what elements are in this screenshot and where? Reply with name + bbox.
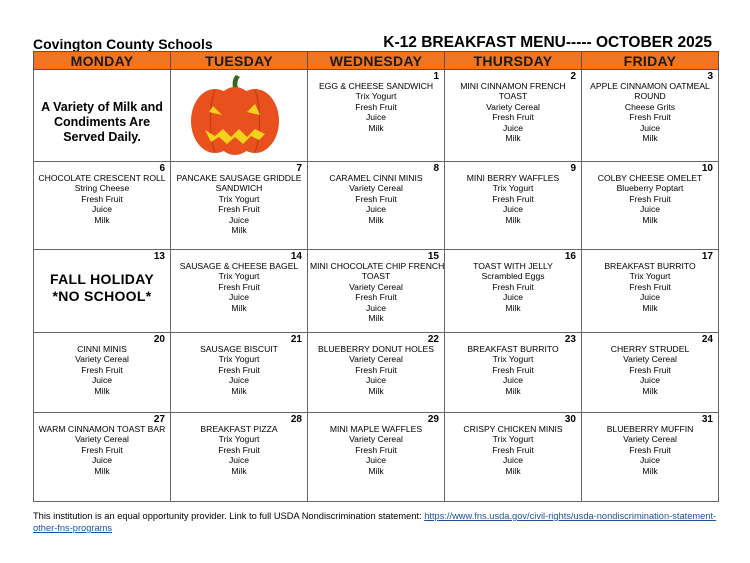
menu-item: Juice — [639, 122, 661, 133]
menu-item: Trix Yogurt — [492, 183, 534, 194]
menu-item: Juice — [365, 112, 387, 123]
menu-item: Fresh Fruit — [81, 364, 123, 375]
holiday-line: *NO SCHOOL* — [52, 288, 152, 304]
menu-entree: APPLE CINNAMON OATMEAL — [590, 81, 710, 91]
calendar-day-cell — [445, 333, 582, 413]
menu-entree: MINI BERRY WAFFLES — [466, 173, 560, 183]
menu-item-list — [308, 81, 444, 133]
menu-item: Milk — [368, 465, 384, 476]
calendar-day-cell — [445, 250, 582, 333]
day-number: 17 — [701, 251, 713, 262]
menu-item: Fresh Fruit — [492, 193, 534, 204]
menu-item-list — [308, 173, 444, 225]
day-number: 22 — [427, 334, 439, 345]
calendar-week-row — [34, 413, 719, 502]
menu-item: Fresh Fruit — [218, 204, 260, 215]
day-number: 20 — [153, 334, 165, 345]
menu-item: Milk — [231, 302, 247, 313]
menu-item: Juice — [91, 375, 113, 386]
menu-item-list — [582, 261, 718, 313]
menu-item: Milk — [505, 385, 521, 396]
menu-item: Fresh Fruit — [355, 101, 397, 112]
day-number: 31 — [701, 414, 713, 425]
menu-item: Juice — [502, 375, 524, 386]
menu-entree: MINI CINNAMON FRENCH — [460, 81, 566, 91]
calendar-day-cell — [445, 162, 582, 250]
menu-item: Trix Yogurt — [629, 271, 671, 282]
holiday-notice — [34, 250, 170, 305]
menu-item: Milk — [368, 313, 384, 324]
menu-entree: CARAMEL CINNI MINIS — [329, 173, 423, 183]
menu-item: Fresh Fruit — [629, 281, 671, 292]
menu-header — [33, 34, 718, 52]
menu-item-list — [308, 424, 444, 476]
menu-entree: COLBY CHEESE OMELET — [597, 173, 703, 183]
menu-item-list — [34, 173, 170, 225]
weekday-header-friday: FRIDAY — [582, 52, 719, 70]
menu-item: Variety Cereal — [623, 354, 677, 365]
menu-item-list — [582, 173, 718, 225]
day-number: 24 — [701, 334, 713, 345]
holiday-line: FALL HOLIDAY — [50, 271, 154, 287]
menu-item: Trix Yogurt — [492, 434, 534, 445]
menu-entree: TOAST WITH JELLY — [473, 261, 553, 271]
menu-item: Fresh Fruit — [629, 193, 671, 204]
menu-item: Milk — [94, 465, 110, 476]
menu-item: Trix Yogurt — [492, 354, 534, 365]
menu-item: TOAST — [361, 271, 391, 282]
day-number: 7 — [296, 163, 302, 174]
menu-item: Milk — [642, 385, 658, 396]
menu-entree: SAUSAGE & CHEESE BAGEL — [179, 261, 299, 271]
menu-item: Fresh Fruit — [492, 364, 534, 375]
daily-note-line: A Variety of Milk and — [41, 100, 163, 114]
day-number: 13 — [153, 251, 165, 262]
school-name: Covington County Schools — [33, 36, 213, 52]
calendar-day-cell — [171, 250, 308, 333]
menu-entree: CHERRY STRUDEL — [610, 344, 690, 354]
day-number: 3 — [707, 71, 713, 82]
menu-item: Juice — [365, 375, 387, 386]
calendar-day-cell — [308, 250, 445, 333]
menu-item: Variety Cereal — [486, 101, 540, 112]
calendar-day-cell — [308, 70, 445, 162]
calendar-week-row — [34, 162, 719, 250]
menu-item: Juice — [91, 455, 113, 466]
calendar-day-cell — [308, 162, 445, 250]
calendar-week-row — [34, 250, 719, 333]
menu-item: Fresh Fruit — [629, 112, 671, 123]
menu-item: Variety Cereal — [349, 281, 403, 292]
menu-item: Fresh Fruit — [81, 444, 123, 455]
menu-item-list — [171, 173, 307, 235]
weekday-header-monday: MONDAY — [34, 52, 171, 70]
menu-item: Milk — [368, 122, 384, 133]
calendar-body — [34, 70, 719, 502]
menu-item: Variety Cereal — [349, 183, 403, 194]
menu-entree: EGG & CHEESE SANDWICH — [318, 81, 434, 91]
footer-statement: This institution is an equal opportunity provider. Link to full USDA Nondiscrimination statement: — [33, 511, 425, 521]
menu-item: Blueberry Poptart — [616, 183, 684, 194]
day-number: 15 — [427, 251, 439, 262]
menu-item: Milk — [642, 133, 658, 144]
calendar-day-cell — [308, 413, 445, 502]
breakfast-calendar — [33, 51, 719, 502]
menu-item: Milk — [231, 225, 247, 236]
menu-entree: MINI MAPLE WAFFLES — [329, 424, 423, 434]
weekday-header-tuesday: TUESDAY — [171, 52, 308, 70]
menu-item: Juice — [365, 455, 387, 466]
menu-item: Variety Cereal — [349, 434, 403, 445]
menu-item: Milk — [368, 214, 384, 225]
footer — [33, 510, 723, 534]
menu-item: Fresh Fruit — [492, 112, 534, 123]
menu-item: Milk — [368, 385, 384, 396]
menu-item: Juice — [91, 204, 113, 215]
menu-item: Scrambled Eggs — [481, 271, 545, 282]
pumpkin-image — [185, 74, 285, 163]
day-number: 8 — [433, 163, 439, 174]
menu-item-list — [445, 173, 581, 225]
menu-item-list — [308, 261, 444, 323]
menu-item: Juice — [228, 214, 250, 225]
calendar-day-cell — [445, 413, 582, 502]
daily-note-line: Condiments Are — [53, 115, 151, 129]
menu-item: Milk — [642, 302, 658, 313]
day-number: 28 — [290, 414, 302, 425]
menu-item: Fresh Fruit — [355, 193, 397, 204]
menu-item: Milk — [505, 465, 521, 476]
weekday-header-row — [34, 52, 719, 70]
menu-item-list — [582, 424, 718, 476]
menu-entree: BREAKFAST BURRITO — [604, 261, 696, 271]
menu-item: Fresh Fruit — [355, 292, 397, 303]
menu-item-list — [445, 261, 581, 313]
weekday-header-wednesday: WEDNESDAY — [308, 52, 445, 70]
menu-item: Fresh Fruit — [355, 364, 397, 375]
menu-item: Juice — [639, 292, 661, 303]
menu-item: Fresh Fruit — [629, 364, 671, 375]
day-number: 9 — [570, 163, 576, 174]
menu-item: Cheese Grits — [624, 101, 676, 112]
menu-entree: BREAKFAST BURRITO — [467, 344, 559, 354]
calendar-day-cell — [34, 162, 171, 250]
menu-item: Trix Yogurt — [218, 434, 260, 445]
menu-item: Juice — [639, 455, 661, 466]
menu-item: String Cheese — [74, 183, 130, 194]
weekday-header-thursday: THURSDAY — [445, 52, 582, 70]
day-number: 6 — [159, 163, 165, 174]
menu-item: Milk — [231, 465, 247, 476]
menu-item: Variety Cereal — [623, 434, 677, 445]
menu-item-list — [445, 81, 581, 143]
menu-item: TOAST — [498, 91, 528, 102]
calendar-day-cell — [171, 70, 308, 162]
calendar-week-row — [34, 70, 719, 162]
menu-entree: CINNI MINIS — [77, 344, 127, 354]
day-number: 10 — [701, 163, 713, 174]
menu-item: Trix Yogurt — [355, 91, 397, 102]
menu-item: Milk — [642, 214, 658, 225]
menu-item: Milk — [231, 385, 247, 396]
menu-item: Juice — [639, 375, 661, 386]
menu-item-list — [34, 424, 170, 476]
menu-item-list — [171, 344, 307, 396]
calendar-day-cell — [582, 333, 719, 413]
menu-item: Juice — [228, 455, 250, 466]
menu-entree: WARM CINNAMON TOAST BAR — [38, 424, 166, 434]
nondiscrimination-link[interactable]: https://www.fns.usda.gov/civil-rights/usda-nondiscrimination-statement-other-fns-programs — [33, 511, 717, 533]
menu-item: Variety Cereal — [75, 434, 129, 445]
menu-item-list — [445, 344, 581, 396]
calendar-day-cell — [308, 333, 445, 413]
menu-entree: PANCAKE SAUSAGE GRIDDLE — [176, 173, 302, 183]
menu-item: Milk — [505, 214, 521, 225]
calendar-day-cell — [34, 333, 171, 413]
menu-item: Juice — [502, 292, 524, 303]
menu-item-list — [445, 424, 581, 476]
day-number: 1 — [433, 71, 439, 82]
menu-entree: SAUSAGE BISCUIT — [200, 344, 278, 354]
menu-item-list — [308, 344, 444, 396]
menu-item-list — [34, 344, 170, 396]
menu-entree: CRISPY CHICKEN MINIS — [463, 424, 563, 434]
menu-item: Trix Yogurt — [218, 271, 260, 282]
calendar-day-cell — [171, 162, 308, 250]
menu-item: Juice — [228, 292, 250, 303]
menu-item: Milk — [642, 465, 658, 476]
menu-item: Fresh Fruit — [355, 444, 397, 455]
menu-item: Fresh Fruit — [492, 281, 534, 292]
menu-item-list — [582, 344, 718, 396]
menu-entree: BLUEBERRY DONUT HOLES — [317, 344, 435, 354]
menu-item-list — [582, 81, 718, 143]
calendar-week-row — [34, 333, 719, 413]
calendar-day-cell — [171, 413, 308, 502]
calendar-day-cell — [34, 413, 171, 502]
menu-item-list — [171, 261, 307, 313]
calendar-day-cell — [582, 70, 719, 162]
menu-item: Milk — [94, 214, 110, 225]
menu-item: Milk — [505, 302, 521, 313]
menu-entree: BREAKFAST PIZZA — [200, 424, 278, 434]
menu-item: Trix Yogurt — [218, 354, 260, 365]
menu-item: Juice — [502, 122, 524, 133]
daily-note-line: Served Daily. — [63, 130, 141, 144]
menu-item: Juice — [365, 204, 387, 215]
day-number: 23 — [564, 334, 576, 345]
menu-item: Fresh Fruit — [629, 444, 671, 455]
day-number: 27 — [153, 414, 165, 425]
menu-item: Variety Cereal — [75, 354, 129, 365]
calendar-day-cell — [582, 413, 719, 502]
menu-item: Juice — [228, 375, 250, 386]
menu-item: Variety Cereal — [349, 354, 403, 365]
menu-item: ROUND — [634, 91, 666, 102]
calendar-day-cell — [171, 333, 308, 413]
day-number: 30 — [564, 414, 576, 425]
menu-item: Fresh Fruit — [81, 193, 123, 204]
calendar-day-cell — [34, 250, 171, 333]
daily-note — [34, 70, 170, 145]
menu-item: Fresh Fruit — [218, 444, 260, 455]
menu-entree: CHOCOLATE CRESCENT ROLL — [38, 173, 166, 183]
menu-item: Juice — [639, 204, 661, 215]
day-number: 21 — [290, 334, 302, 345]
menu-item: Juice — [502, 455, 524, 466]
day-number: 14 — [290, 251, 302, 262]
day-number: 29 — [427, 414, 439, 425]
menu-item: Milk — [94, 385, 110, 396]
menu-item: SANDWICH — [215, 183, 263, 194]
menu-title: K-12 BREAKFAST MENU----- OCTOBER 2025 — [383, 34, 712, 51]
menu-item: Fresh Fruit — [218, 364, 260, 375]
calendar-day-cell — [582, 250, 719, 333]
menu-item-list — [171, 424, 307, 476]
menu-item: Milk — [505, 133, 521, 144]
menu-entree: BLUEBERRY MUFFIN — [606, 424, 694, 434]
menu-item: Juice — [365, 302, 387, 313]
calendar-day-cell — [445, 70, 582, 162]
menu-item: Trix Yogurt — [218, 193, 260, 204]
menu-item: Juice — [502, 204, 524, 215]
day-number: 16 — [564, 251, 576, 262]
menu-item: Fresh Fruit — [218, 281, 260, 292]
menu-entree: MINI CHOCOLATE CHIP FRENCH — [310, 261, 445, 271]
day-number: 2 — [570, 71, 576, 82]
menu-item: Fresh Fruit — [492, 444, 534, 455]
jack-o-lantern-icon — [185, 74, 285, 158]
calendar-day-cell — [582, 162, 719, 250]
calendar-day-cell — [34, 70, 171, 162]
